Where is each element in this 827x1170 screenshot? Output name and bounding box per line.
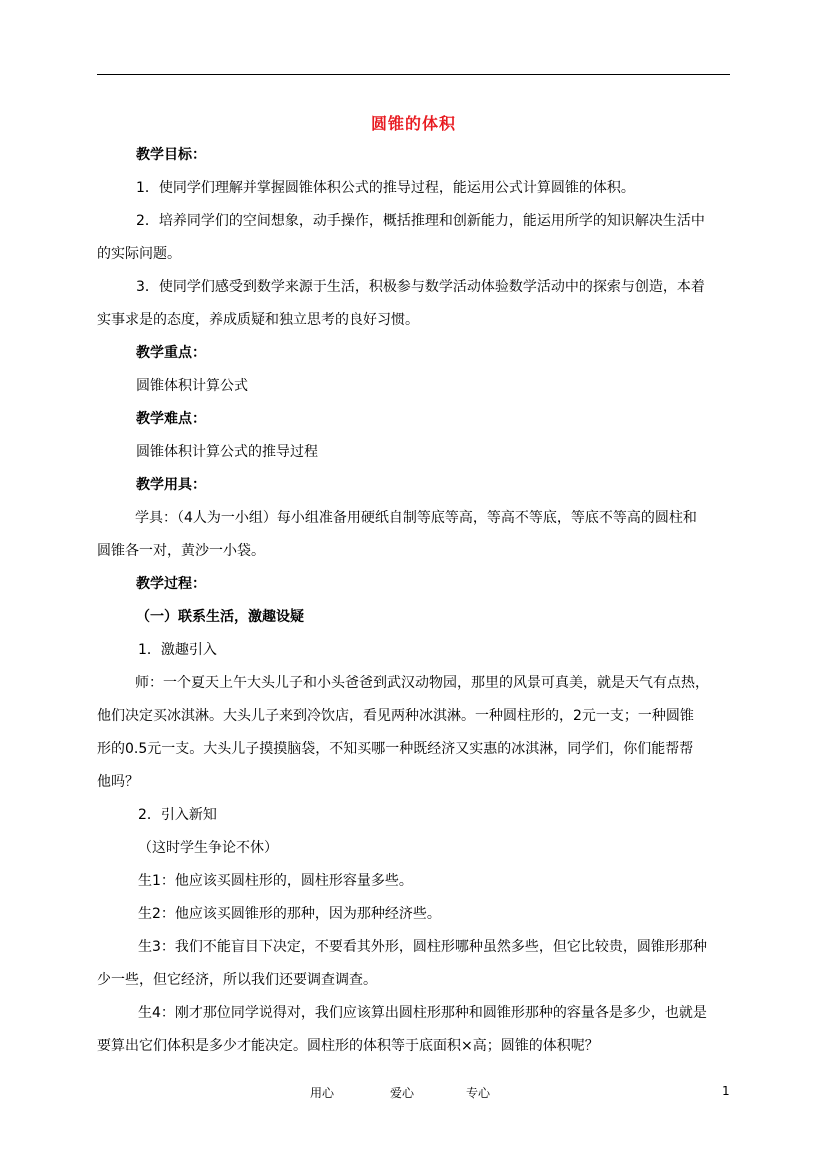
page-number: 1 <box>722 1084 730 1098</box>
footer-motto-2: 爱心 <box>390 1086 415 1100</box>
goal-2-line-2: 的实际问题。 <box>97 246 181 262</box>
teacher-line-3: 形的0.5元一支。大头儿子摸摸脑袋，不知买哪一种既经济又实惠的冰淇淋，同学们，你们能帮帮 <box>97 741 694 757</box>
goal-2-line-1: 2．培养同学们的空间想象，动手操作，概括推理和创新能力，能运用所学的知识解决生活中 <box>136 213 705 229</box>
step-1-heading: 1．激趣引入 <box>138 642 217 658</box>
difficulty-heading: 教学难点： <box>136 411 206 427</box>
goal-1: 1．使同学们理解并掌握圆锥体积公式的推导过程，能运用公式计算圆锥的体积。 <box>136 180 635 196</box>
document-title: 圆锥的体积 <box>370 114 456 133</box>
goal-3-line-2: 实事求是的态度，养成质疑和独立思考的良好习惯。 <box>97 312 419 328</box>
student-1: 生1：他应该买圆柱形的，圆柱形容量多些。 <box>138 873 413 889</box>
teacher-line-1: 师：一个夏天上午大头儿子和小头爸爸到武汉动物园，那里的风景可真美，就是天气有点热， <box>135 675 709 691</box>
tools-line-1: 学具：（4人为一小组）每小组准备用硬纸自制等底等高，等高不等底，等底不等高的圆柱和 <box>135 510 697 526</box>
debate-note: （这时学生争论不休） <box>138 840 278 856</box>
tools-heading: 教学用具： <box>136 477 206 493</box>
student-3-line-1: 生3：我们不能盲目下决定，不要看其外形，圆柱形哪种虽然多些，但它比较贵，圆锥形那种 <box>138 939 707 955</box>
student-2: 生2：他应该买圆锥形的那种，因为那种经济些。 <box>138 906 441 922</box>
teacher-line-4: 他吗？ <box>97 774 139 790</box>
document-body <box>97 139 733 1063</box>
footer-motto-3: 专心 <box>466 1086 491 1100</box>
footer-motto-1: 用心 <box>310 1086 335 1100</box>
key-points-text: 圆锥体积计算公式 <box>136 378 248 394</box>
goal-3-line-1: 3．使同学们感受到数学来源于生活，积极参与数学活动体验数学活动中的探索与创造，本着 <box>136 279 705 295</box>
goals-heading: 教学目标： <box>136 147 206 163</box>
key-points-heading: 教学重点： <box>136 345 206 361</box>
step-2-heading: 2．引入新知 <box>138 807 217 823</box>
student-4-line-2: 要算出它们体积是多少才能决定。圆柱形的体积等于底面积×高；圆锥的体积呢？ <box>97 1038 599 1054</box>
section-1-heading: （一）联系生活，激趣设疑 <box>136 609 304 625</box>
student-4-line-1: 生4：刚才那位同学说得对，我们应该算出圆柱形那种和圆锥形那种的容量各是多少，也就是 <box>138 1005 707 1021</box>
process-heading: 教学过程： <box>136 576 206 592</box>
teacher-line-2: 他们决定买冰淇淋。大头儿子来到冷饮店，看见两种冰淇淋。一种圆柱形的，2元一支；一种圆锥 <box>97 708 694 724</box>
header-rule <box>97 74 730 75</box>
page-footer <box>0 1084 827 1104</box>
tools-line-2: 圆锥各一对，黄沙一小袋。 <box>97 543 265 559</box>
student-3-line-2: 少一些，但它经济，所以我们还要调查调查。 <box>97 972 377 988</box>
difficulty-text: 圆锥体积计算公式的推导过程 <box>136 444 318 460</box>
